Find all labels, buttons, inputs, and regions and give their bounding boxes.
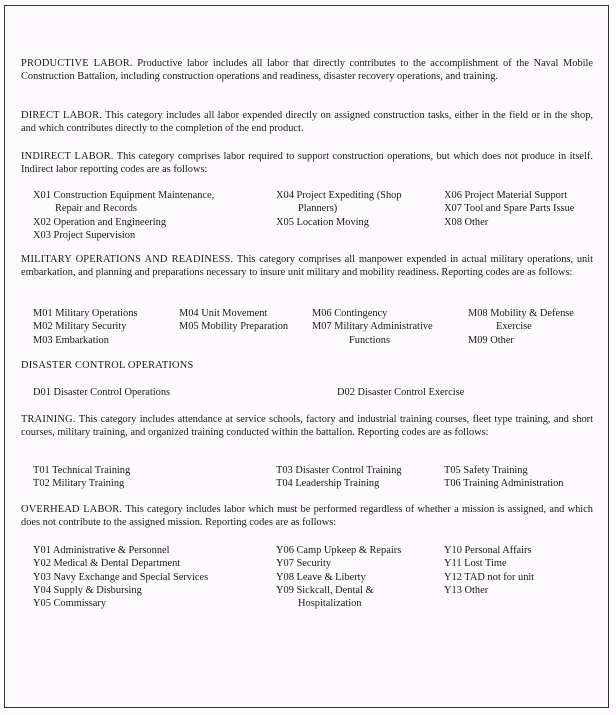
code-item: M07 Military Administrative bbox=[312, 321, 433, 333]
code-item: X04 Project Expediting (Shop bbox=[276, 190, 402, 201]
code-item: M02 Military Security bbox=[33, 321, 127, 333]
disaster-control-heading: DISASTER CONTROL OPERATIONS bbox=[21, 360, 194, 371]
overhead-codes-column-3 bbox=[444, 544, 534, 597]
indirect-labor-heading: INDIRECT LABOR. bbox=[21, 151, 114, 162]
code-item: X05 Location Moving bbox=[276, 216, 369, 228]
military-operations-heading: MILITARY OPERATIONS AND READINESS. bbox=[21, 254, 234, 265]
code-item-continuation: Exercise bbox=[496, 321, 532, 333]
productive-labor-text: Productive labor includes all labor that directly contributes to the accomplishment of the Naval Mobile Construction Battalion, including construction operations and readiness, disaster recovery operations, and training. bbox=[21, 58, 593, 83]
code-item: X08 Other bbox=[444, 216, 489, 228]
code-item: D01 Disaster Control Operations bbox=[33, 387, 171, 398]
section-productive-labor bbox=[21, 57, 593, 84]
code-item: Y02 Medical & Dental Department bbox=[33, 558, 181, 570]
code-item: Y11 Lost Time bbox=[444, 558, 507, 570]
code-item: Y07 Security bbox=[276, 558, 332, 570]
military-codes-column-4 bbox=[468, 307, 574, 347]
indirect-labor-paragraph bbox=[21, 150, 593, 177]
overhead-codes-column-1 bbox=[33, 544, 208, 610]
code-item: M09 Other bbox=[468, 334, 514, 346]
code-item: Y06 Camp Upkeep & Repairs bbox=[276, 545, 402, 556]
code-item: Y13 Other bbox=[444, 584, 489, 596]
section-indirect-labor bbox=[21, 150, 593, 177]
code-item: T02 Military Training bbox=[33, 478, 125, 490]
military-operations-paragraph bbox=[21, 253, 593, 280]
training-heading: TRAINING. bbox=[21, 414, 76, 425]
indirect-labor-text: This category comprises labor required to support construction operations, but which does not produce in itself. Indirect labor reporting codes are as follows: bbox=[21, 151, 593, 176]
direct-labor-text: This category includes all labor expended directly on assigned construction tasks, either in the field or in the shop, and which contributes directly to the completion of the end product. bbox=[21, 110, 593, 135]
code-item: X06 Project Material Support bbox=[444, 190, 568, 201]
training-codes-column-1 bbox=[33, 464, 130, 491]
code-item: T01 Technical Training bbox=[33, 465, 131, 476]
code-item: X02 Operation and Engineering bbox=[33, 216, 167, 228]
code-item: Y04 Supply & Disbursing bbox=[33, 584, 142, 596]
code-item: M03 Embarkation bbox=[33, 334, 109, 346]
direct-labor-heading: DIRECT LABOR. bbox=[21, 110, 103, 121]
code-item: Y10 Personal Affairs bbox=[444, 545, 532, 556]
productive-labor-heading: PRODUCTIVE LABOR. bbox=[21, 58, 133, 69]
code-item-continuation: Functions bbox=[349, 334, 390, 346]
productive-labor-paragraph bbox=[21, 57, 593, 84]
indirect-codes-column-3 bbox=[444, 189, 574, 229]
overhead-labor-heading: OVERHEAD LABOR. bbox=[21, 504, 123, 515]
code-item: Y12 TAD not for unit bbox=[444, 571, 535, 583]
code-item: Y03 Navy Exchange and Special Services bbox=[33, 571, 209, 583]
code-item: X03 Project Supervision bbox=[33, 229, 136, 241]
code-item: M05 Mobility Preparation bbox=[179, 321, 289, 333]
indirect-codes-column-2 bbox=[276, 189, 402, 229]
code-item: Y08 Leave & Liberty bbox=[276, 571, 366, 583]
military-codes-column-2 bbox=[179, 307, 288, 334]
code-item: D02 Disaster Control Exercise bbox=[337, 387, 465, 398]
military-operations-text: This category comprises all manpower expended in actual military operations, unit embarkation, and planning and preparations necessary to insure unit military and mobility readiness. Reporting codes are as follows: bbox=[21, 254, 593, 279]
code-item: Y01 Administrative & Personnel bbox=[33, 545, 170, 556]
code-item: X07 Tool and Spare Parts Issue bbox=[444, 203, 575, 215]
code-item: Y05 Commissary bbox=[33, 598, 107, 610]
overhead-labor-paragraph bbox=[21, 503, 593, 530]
overhead-labor-text: This category includes labor which must be performed regardless of whether a mission is assigned, and which does not contribute to the assigned mission. Reporting codes are as follows: bbox=[21, 504, 593, 529]
code-item: M06 Contingency bbox=[312, 308, 388, 319]
code-item: M01 Military Operations bbox=[33, 308, 138, 319]
code-item: M04 Unit Movement bbox=[179, 308, 268, 319]
code-item: T06 Training Administration bbox=[444, 478, 564, 490]
code-item: Y09 Sickcall, Dental & bbox=[276, 584, 374, 596]
code-item: X01 Construction Equipment Maintenance, bbox=[33, 190, 215, 201]
code-item-continuation: Planners) bbox=[298, 203, 338, 215]
section-training bbox=[21, 413, 593, 440]
code-item-continuation: Repair and Records bbox=[55, 203, 137, 215]
code-item: T04 Leadership Training bbox=[276, 478, 380, 490]
code-item-continuation: Hospitalization bbox=[298, 598, 362, 610]
code-item: M08 Mobility & Defense bbox=[468, 308, 574, 319]
military-codes-column-1 bbox=[33, 307, 137, 347]
training-paragraph bbox=[21, 413, 593, 440]
section-direct-labor bbox=[21, 109, 593, 136]
overhead-codes-column-2 bbox=[276, 544, 401, 610]
training-text: This category includes attendance at service schools, factory and industrial training courses, fleet type training, and short courses, military training, and organized training conducted within the battalion. Reporting codes are as follows: bbox=[21, 414, 593, 439]
military-codes-column-3 bbox=[312, 307, 433, 347]
training-codes-column-3 bbox=[444, 464, 564, 491]
direct-labor-paragraph bbox=[21, 109, 593, 136]
section-overhead-labor bbox=[21, 503, 593, 530]
training-codes-column-2 bbox=[276, 464, 402, 491]
section-military-operations bbox=[21, 253, 593, 280]
section-disaster-control bbox=[21, 359, 593, 372]
code-item: T03 Disaster Control Training bbox=[276, 465, 402, 476]
indirect-codes-column-1 bbox=[33, 189, 214, 242]
code-item: T05 Safety Training bbox=[444, 465, 528, 476]
